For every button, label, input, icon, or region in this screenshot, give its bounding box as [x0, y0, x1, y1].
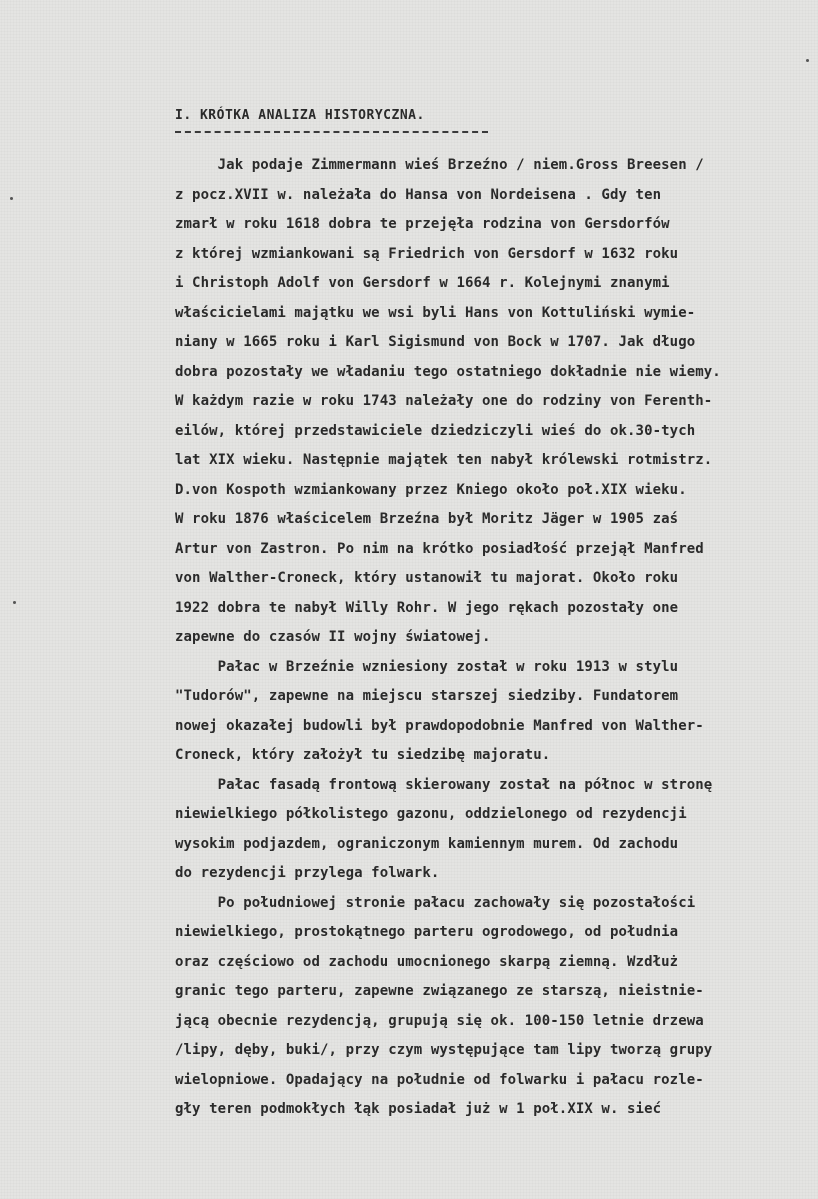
scan-speck: [10, 197, 13, 200]
text-line: granic tego parteru, zapewne związanego ze starszą, nieistnie-: [175, 983, 704, 999]
text-line: niewielkiego półkolistego gazonu, oddzielonego od rezydencji: [175, 806, 687, 822]
text-line: W roku 1876 właścicelem Brzeźna był Moritz Jäger w 1905 zaś: [175, 511, 679, 527]
text-line: niewielkiego, prostokątnego parteru ogrodowego, od południa: [175, 924, 679, 940]
text-line: wielopniowe. Opadający na południe od folwarku i pałacu rozle-: [175, 1071, 704, 1088]
text-line: zmarł w roku 1618 dobra te przejęła rodzina von Gersdorfów: [175, 216, 670, 232]
text-line: W każdym razie w roku 1743 należały one do rodziny von Ferenth-: [175, 393, 713, 409]
text-line: nowej okazałej budowli był prawdopodobnie Manfred von Walther-: [175, 717, 704, 734]
scan-speck: [806, 59, 809, 62]
text-line: gły teren podmokłych łąk posiadał już w 1 poł.XIX w. sieć: [175, 1101, 662, 1117]
text-line: von Walther-Croneck, który ustanowił tu majorat. Około roku: [175, 570, 679, 586]
section-heading: I. KRÓTKA ANALIZA HISTORYCZNA.: [175, 108, 425, 123]
text-line: "Tudorów", zapewne na miejscu starszej siedziby. Fundatorem: [175, 688, 679, 704]
text-line: lat XIX wieku. Następnie majątek ten nabył królewski rotmistrz.: [175, 452, 713, 468]
heading-underline: [175, 131, 488, 133]
scan-speck: [13, 601, 16, 604]
text-line: oraz częściowo od zachodu umocnionego skarpą ziemną. Wzdłuż: [175, 953, 679, 970]
text-line: jącą obecnie rezydencją, grupują się ok. 100-150 letnie drzewa: [175, 1012, 704, 1029]
text-line: niany w 1665 roku i Karl Sigismund von Bock w 1707. Jak długo: [175, 334, 696, 350]
text-line: z pocz.XVII w. należała do Hansa von Nordeisena . Gdy ten: [175, 186, 662, 203]
text-line: wysokim podjazdem, ograniczonym kamiennym murem. Od zachodu: [175, 835, 679, 852]
text-line: zapewne do czasów II wojny światowej.: [175, 629, 491, 645]
text-line: i Christoph Adolf von Gersdorf w 1664 r. Kolejnymi znanymi: [175, 275, 670, 291]
text-line: Croneck, który założył tu siedzibę majoratu.: [175, 747, 551, 763]
text-line: z której wzmiankowani są Friedrich von Gersdorf w 1632 roku: [175, 245, 679, 262]
text-line: dobra pozostały we władaniu tego ostatniego dokładnie nie wiemy.: [175, 363, 721, 380]
text-line: właścicielami majątku we wsi byli Hans von Kottuliński wymie-: [175, 304, 696, 321]
text-line: Pałac fasadą frontową skierowany został na północ w stronę: [175, 776, 713, 793]
text-line: D.von Kospoth wzmiankowany przez Kniego około poł.XIX wieku.: [175, 481, 687, 498]
text-line: Po południowej stronie pałacu zachowały się pozostałości: [175, 894, 696, 911]
text-line: do rezydencji przylega folwark.: [175, 865, 440, 881]
text-line: Pałac w Brzeźnie wzniesiony został w roku 1913 w stylu: [175, 658, 679, 675]
text-line: /lipy, dęby, buki/, przy czym występujące tam lipy tworzą grupy: [175, 1042, 713, 1058]
text-line: 1922 dobra te nabył Willy Rohr. W jego rękach pozostały one: [175, 599, 679, 616]
text-line: Artur von Zastron. Po nim na krótko posiadłość przejął Manfred: [175, 540, 704, 557]
text-line: Jak podaje Zimmermann wieś Brzeźno / niem.Gross Breesen /: [175, 157, 704, 173]
text-line: eilów, której przedstawiciele dziedziczyli wieś do ok.30-tych: [175, 422, 696, 439]
